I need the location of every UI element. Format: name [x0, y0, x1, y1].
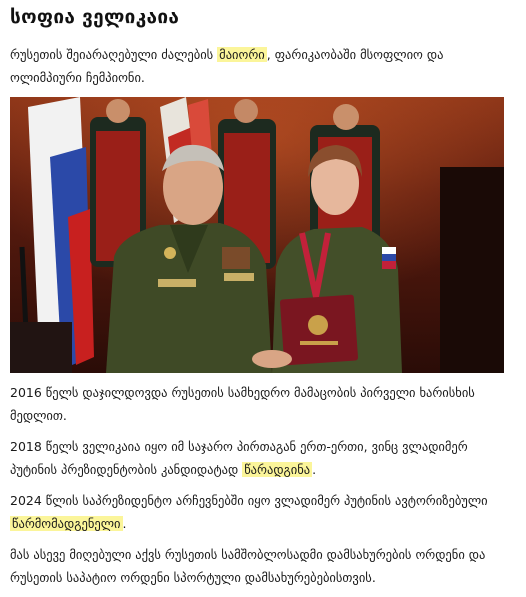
paragraph-2018: [10, 435, 514, 481]
ceremony-photo-illustration: [10, 97, 504, 373]
paragraph-2018-end: .: [312, 462, 317, 477]
ceremony-photo: [10, 97, 504, 373]
certificate-folder: [280, 294, 358, 365]
intro-text-end: , ფარიკაობაში მსოფლიო და ოლიმპიური ჩემპიონი.: [10, 47, 444, 85]
paragraph-medal: 2016 წელს დაჯილდოვდა რუსეთის სამხედრო მამაცობის პირველი ხარისხის მედლით.: [10, 385, 475, 423]
paragraph-2018-text: 2018 წელს ველიკაია იყო იმ საჯარო პირთაგან ერთ-ერთი, ვინც ვლადიმერ პუტინის პრეზიდენტობის კანდიდატად: [10, 439, 468, 477]
highlighted-term: წარადგინა: [244, 462, 311, 477]
article-title: სოფია ველიკაია: [10, 6, 180, 28]
handshake: [252, 350, 292, 368]
paragraph-2024-text: 2024 წლის საპრეზიდენტო არჩევნებში იყო ვლადიმერ პუტინის ავტორიზებული: [10, 493, 488, 508]
paragraph-orders: მას ასევე მიღებული აქვს რუსეთის სამშობლოსადმი დამსახურების ორდენი და რუსეთის საპატიო ორდენი სპორტული დამსახურებებისთვის.: [10, 547, 486, 585]
intro-text: რუსეთის შეიარაღებული ძალების: [10, 47, 218, 62]
intro-paragraph: [10, 43, 514, 89]
paragraph-2024-end: .: [122, 516, 127, 531]
paragraph-2024: [10, 489, 514, 535]
highlighted-term: მაიორი: [219, 47, 265, 62]
highlighted-term: წარმომადგენელი: [12, 516, 121, 531]
